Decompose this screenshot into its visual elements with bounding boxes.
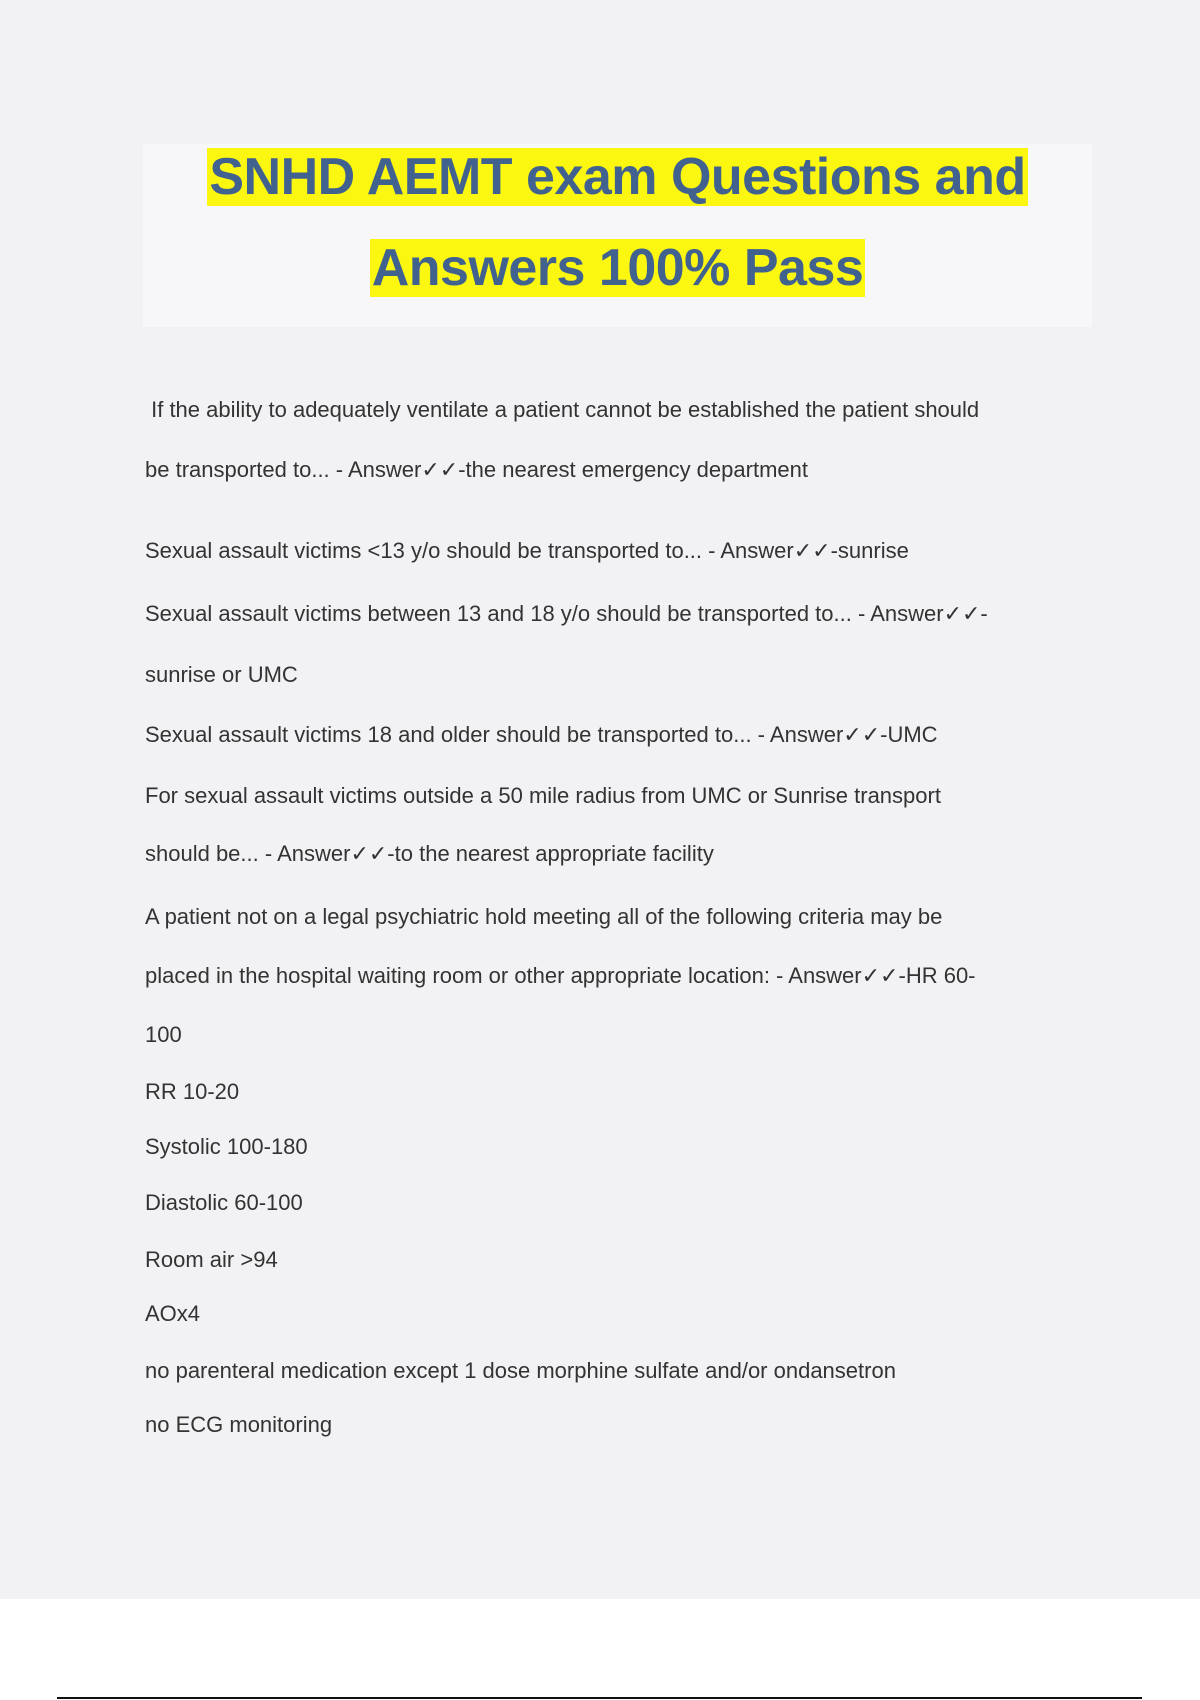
title-line-2: Answers 100% Pass	[371, 239, 864, 297]
page-divider	[57, 1697, 1142, 1699]
text-line: Diastolic 60-100	[145, 1190, 303, 1215]
text-line: no ECG monitoring	[145, 1412, 333, 1437]
text-line: RR 10-20	[145, 1079, 240, 1104]
text-line: Sexual assault victims between 13 and 18 y/o should be transported to... - Answer✓✓-	[145, 601, 988, 626]
text-line: A patient not on a legal psychiatric hold meeting all of the following criteria may be	[145, 904, 943, 929]
text-line: AOx4	[145, 1301, 201, 1326]
text-line: be transported to... - Answer✓✓-the nearest emergency department	[145, 457, 808, 482]
text-line: Systolic 100-180	[145, 1134, 308, 1159]
text-line: Room air >94	[145, 1247, 278, 1272]
title-line-1: SNHD AEMT exam Questions and	[209, 148, 1026, 206]
text-line: sunrise or UMC	[145, 662, 298, 687]
text-line: placed in the hospital waiting room or other appropriate location: - Answer✓✓-HR 60-	[145, 963, 976, 988]
text-line: For sexual assault victims outside a 50 mile radius from UMC or Sunrise transport	[145, 783, 941, 808]
text-line: If the ability to adequately ventilate a patient cannot be established the patient should	[145, 397, 980, 422]
text-line: Sexual assault victims <13 y/o should be transported to... - Answer✓✓-sunrise	[145, 538, 909, 563]
text-line: no parenteral medication except 1 dose morphine sulfate and/or ondansetron	[145, 1358, 896, 1383]
text-line: 100	[145, 1022, 182, 1047]
title-block	[143, 144, 1092, 327]
text-line: Sexual assault victims 18 and older should be transported to... - Answer✓✓-UMC	[145, 722, 938, 747]
text-line: should be... - Answer✓✓-to the nearest appropriate facility	[145, 841, 714, 866]
